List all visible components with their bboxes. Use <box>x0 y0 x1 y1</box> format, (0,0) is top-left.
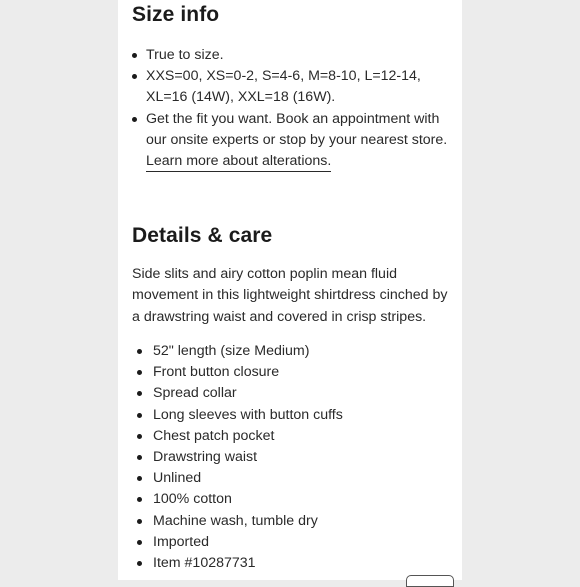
details-care-item-text: Machine wash, tumble dry <box>153 512 318 529</box>
details-care-item-text: Item #10287731 <box>153 555 256 572</box>
floating-button-edge[interactable] <box>406 575 454 587</box>
details-care-item <box>132 553 452 574</box>
details-care-item-text: 52" length (size Medium) <box>153 343 310 359</box>
bullet-icon <box>137 497 142 502</box>
size-info-item <box>132 109 452 173</box>
bullet-icon <box>137 476 142 481</box>
bullet-icon <box>137 413 142 418</box>
bullet-icon <box>137 455 142 460</box>
bullet-icon <box>137 370 142 375</box>
size-info-heading: Size info <box>132 3 220 26</box>
details-care-item-text: 100% cotton <box>153 491 232 508</box>
bullet-icon <box>132 117 137 122</box>
details-care-list <box>132 341 452 574</box>
details-care-item <box>132 468 452 489</box>
bullet-icon <box>132 53 137 58</box>
details-care-item <box>132 447 452 468</box>
size-info-item <box>132 45 452 66</box>
details-care-item-text: Imported <box>153 533 209 550</box>
details-care-item-text: Long sleeves with button cuffs <box>153 406 343 423</box>
details-care-item-text: Drawstring waist <box>153 449 258 466</box>
details-care-item <box>132 511 452 532</box>
details-care-item-text: Spread collar <box>153 385 237 402</box>
alterations-link[interactable]: Learn more about alterations. <box>146 152 331 172</box>
size-info-item-text: Get the fit you want. Book an appointment with our onsite experts or stop by your nearest store. <box>146 110 448 148</box>
bullet-icon <box>137 561 142 566</box>
bullet-icon <box>137 349 142 354</box>
details-care-item <box>132 362 452 383</box>
bullet-icon <box>137 434 142 439</box>
bullet-icon <box>137 540 142 545</box>
details-care-item <box>132 405 452 426</box>
details-care-item <box>132 426 452 447</box>
details-care-heading: Details & care <box>132 224 273 247</box>
details-care-item <box>132 383 452 404</box>
size-info-item-text: True to size. <box>146 47 224 63</box>
details-care-item <box>132 489 452 510</box>
size-info-list <box>132 45 452 172</box>
details-care-item-text: Unlined <box>153 470 202 487</box>
details-care-item <box>132 532 452 553</box>
size-info-item <box>132 66 452 108</box>
bullet-icon <box>132 74 137 79</box>
bullet-icon <box>137 519 142 524</box>
details-care-item-text: Chest patch pocket <box>153 427 275 444</box>
details-care-item <box>132 341 452 362</box>
details-care-item-text: Front button closure <box>153 364 280 381</box>
product-description: Side slits and airy cotton poplin mean fluid movement in this lightweight shirtdress cinched by a drawstring waist and covered in crisp stripes. <box>132 266 448 325</box>
bullet-icon <box>137 391 142 396</box>
size-info-item-text: XXS=00, XS=0-2, S=4-6, M=8-10, L=12-14, XL=16 (14W), XXL=18 (16W). <box>146 68 421 106</box>
